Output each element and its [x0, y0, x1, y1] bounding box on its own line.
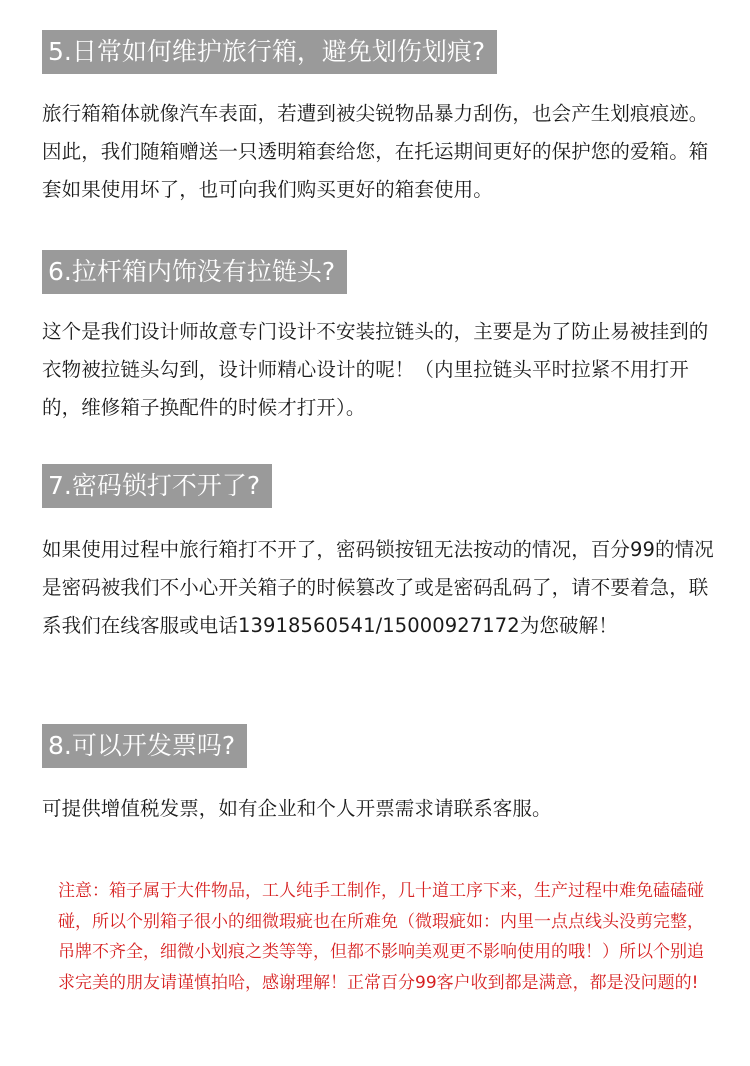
faq-answer-8: 可提供增值税发票，如有企业和个人开票需求请联系客服。: [42, 797, 552, 820]
faq-question-7: 7.密码锁打不开了?: [42, 464, 272, 508]
faq-question-6: 6.拉杆箱内饰没有拉链头?: [42, 250, 347, 294]
faq-answer-5: 旅行箱箱体就像汽车表面，若遭到被尖锐物品暴力刮伤，也会产生划痕痕迹。因此，我们随箱赠送一只透明箱套给您，在托运期间更好的保护您的爱箱。箱套如果使用坏了，也可向我们购买更好的箱套使用。: [42, 102, 709, 201]
quality-notice: 注意：箱子属于大件物品，工人纯手工制作，几十道工序下来，生产过程中难免磕磕碰碰，所以个别箱子很小的细微瑕疵也在所难免（微瑕疵如：内里一点点线头没剪完整，吊牌不齐全，细微小划痕之类等等，但都不影响美观更不影响使用的哦！）所以个别追求完美的朋友请谨慎拍哈，感谢理解！正常百分99客户收到都是满意，都是没问题的!: [58, 881, 704, 993]
faq-question-8: 8.可以开发票吗?: [42, 724, 247, 768]
faq-answer-7: 如果使用过程中旅行箱打不开了，密码锁按钮无法按动的情况，百分99的情况是密码被我们不小心开关箱子的时候篡改了或是密码乱码了，请不要着急，联系我们在线客服或电话13918560541/15000927172为您破解！: [42, 538, 714, 637]
faq-question-5: 5.日常如何维护旅行箱，避免划伤划痕?: [42, 30, 497, 74]
faq-answer-6: 这个是我们设计师故意专门设计不安装拉链头的，主要是为了防止易被挂到的衣物被拉链头勾到，设计师精心设计的呢！（内里拉链头平时拉紧不用打开的，维修箱子换配件的时候才打开）。: [42, 320, 709, 419]
